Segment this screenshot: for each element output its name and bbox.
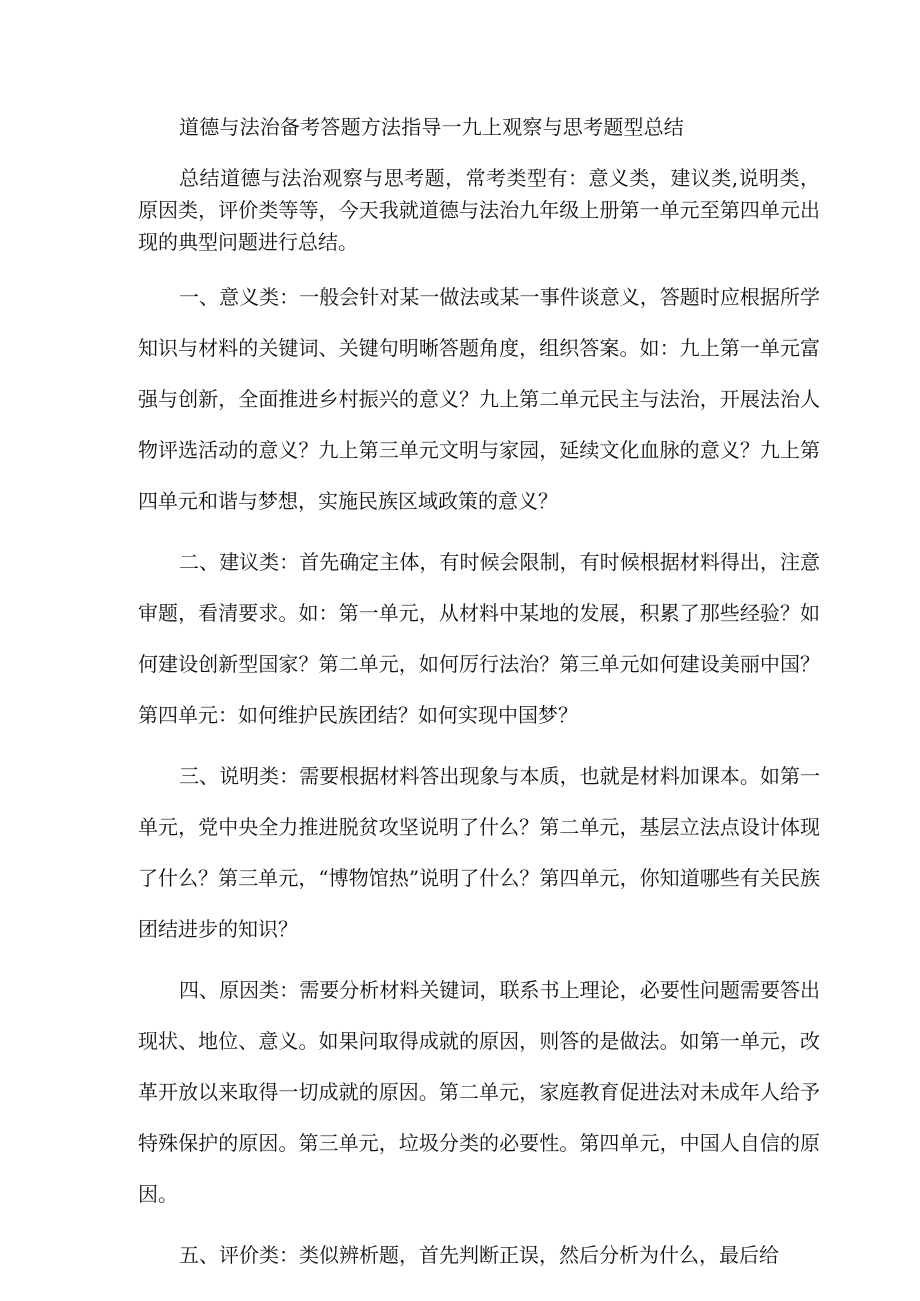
section-evaluation: 五、评价类：类似辨析题，首先判断正误，然后分析为什么，最后给 (179, 1243, 779, 1267)
section-explanation: 三、说明类：需要根据材料答出现象与本质，也就是材料加课本。如第一单元，党中央全力推进脱贫攻坚说明了什么？第二单元，基层立法点设计体现了什么？第三单元，“博物馆热”说明了什么？第四单元，你知道哪些有关民族团结进步的知识？ (138, 764, 820, 941)
section-suggestion: 二、建议类：首先确定主体，有时候会限制，有时候根据材料得出，注意审题，看清要求。如：第一单元，从材料中某地的发展，积累了那些经验？如何建设创新型国家？第二单元，如何厉行法治？第三单元如何建设美丽中国？第四单元：如何维护民族团结？如何实现中国梦？ (138, 550, 820, 727)
section-meaning: 一、意义类：一般会针对某一做法或某一事件谈意义，答题时应根据所学知识与材料的关键词、关键句明晰答题角度，组织答案。如：九上第一单元富强与创新，全面推进乡村振兴的意义？九上第二单元民主与法治，开展法治人物评选活动的意义？九上第三单元文明与家园，延续文化血脉的意义？九上第四单元和谐与梦想，实施民族区域政策的意义？ (138, 285, 820, 513)
intro-paragraph: 总结道德与法治观察与思考题，常考类型有：意义类，建议类,说明类，原因类，评价类等等，今天我就道德与法治九年级上册第一单元至第四单元出现的典型问题进行总结。 (138, 166, 820, 254)
document-title: 道德与法治备考答题方法指导一九上观察与思考题型总结 (179, 115, 684, 139)
section-reason: 四、原因类：需要分析材料关键词，联系书上理论，必要性问题需要答出现状、地位、意义。如果问取得成就的原因，则答的是做法。如第一单元，改革开放以来取得一切成就的原因。第二单元，家庭教育促进法对未成年人给予特殊保护的原因。第三单元，垃圾分类的必要性。第四单元，中国人自信的原因。 (138, 978, 820, 1206)
